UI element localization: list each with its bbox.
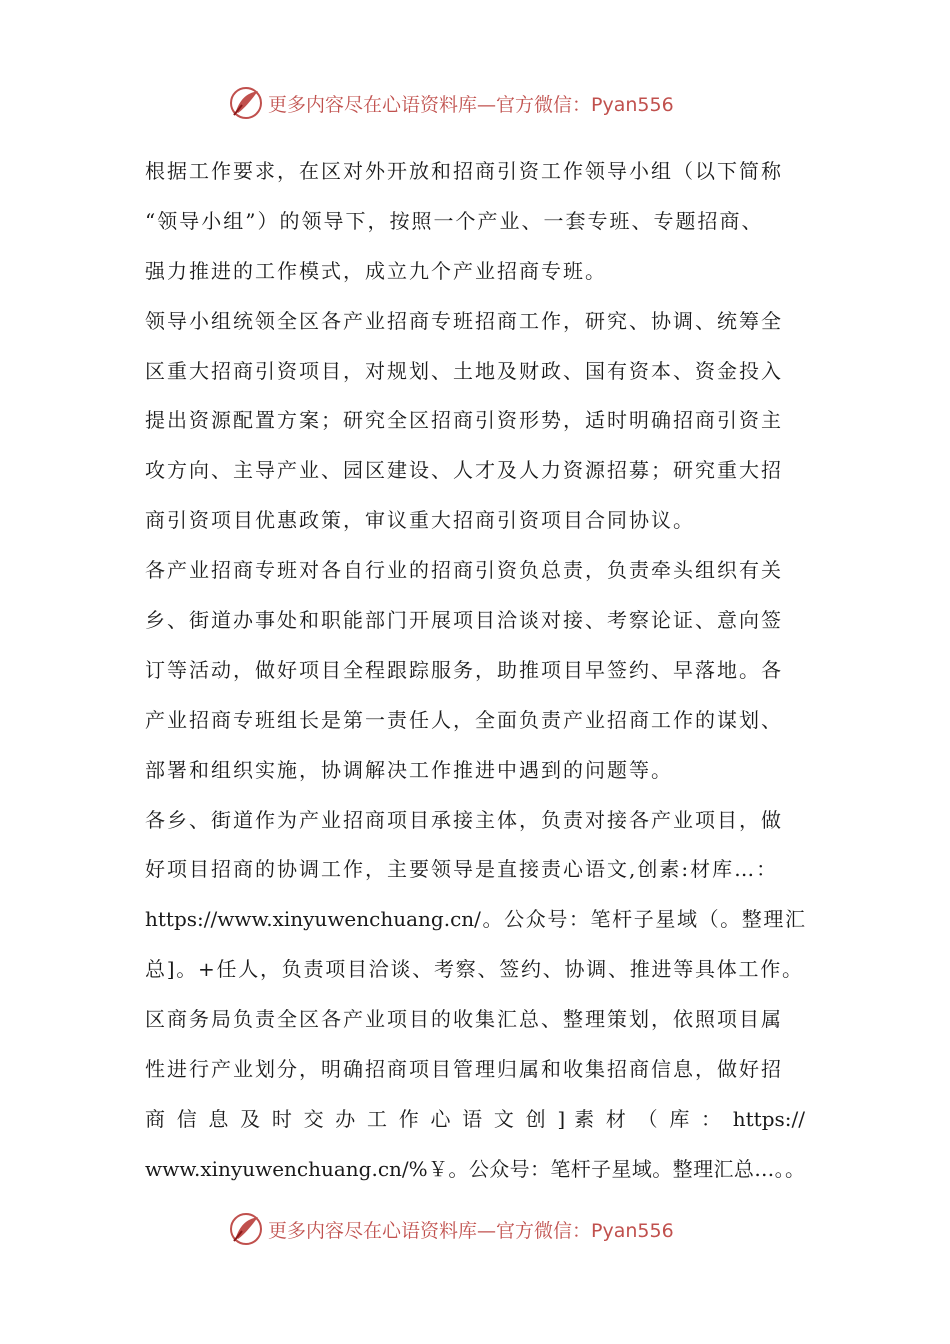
text-line-spaced: 商 信 息 及 时 交 办 工 作 心 语 文 创 ] 素 材 （ 库 ： https:// [145, 1106, 805, 1131]
text-line: 性进行产业划分，明确招商项目管理归属和收集招商信息，做好招 [145, 1057, 783, 1082]
text-line: 商引资项目优惠政策，审议重大招商引资项目合同协议。 [145, 508, 695, 533]
text-line-url: https://www.xinyuwenchuang.cn/。公众号：笔杆子星域（。整理汇 [145, 907, 805, 932]
footer-banner [228, 1209, 674, 1249]
text-line: 领导小组统领全区各产业招商专班招商工作，研究、协调、统筹全 [145, 308, 783, 333]
document-body [145, 147, 805, 1195]
header-banner [228, 83, 674, 123]
text-line: 各产业招商专班对各自行业的招商引资负总责，负责牵头组织有关 [145, 558, 783, 583]
text-line: 强力推进的工作模式，成立九个产业招商专班。 [145, 258, 607, 283]
text-line: 根据工作要求，在区对外开放和招商引资工作领导小组（以下简称 [145, 159, 783, 183]
header-wechat-id: Pyan556 [591, 93, 674, 116]
text-line: 攻方向、主导产业、园区建设、人才及人力资源招募；研究重大招 [145, 458, 783, 483]
text-line: 订等活动，做好项目全程跟踪服务，助推项目早签约、早落地。各 [145, 657, 783, 682]
pen-logo-icon [228, 85, 264, 121]
text-line: 区商务局负责全区各产业项目的收集汇总、整理策划，依照项目属 [145, 1007, 783, 1032]
text-line: 产业招商专班组长是第一责任人，全面负责产业招商工作的谋划、 [145, 707, 783, 732]
text-line: 好项目招商的协调工作，主要领导是直接责心语文,创素:材库…： [145, 857, 779, 882]
text-line: 乡、街道办事处和职能部门开展项目洽谈对接、考察论证、意向签 [145, 608, 783, 633]
text-line: 提出资源配置方案；研究全区招商引资形势，适时明确招商引资主 [145, 408, 783, 433]
text-line: 部署和组织实施，协调解决工作推进中遇到的问题等。 [145, 757, 673, 782]
footer-banner-text: 更多内容尽在心语资料库—官方微信：Pyan556 [268, 1219, 674, 1242]
text-line: 区重大招商引资项目，对规划、土地及财政、国有资本、资金投入 [145, 358, 783, 383]
pen-logo-icon [228, 1211, 264, 1247]
text-line: 各乡、街道作为产业招商项目承接主体，负责对接各产业项目，做 [145, 807, 783, 832]
header-banner-text: 更多内容尽在心语资料库—官方微信：Pyan556 [268, 93, 674, 116]
text-line: 总]。+任人，负责项目洽谈、考察、签约、协调、推进等具体工作。 [145, 957, 804, 982]
text-line: “领导小组”）的领导下，按照一个产业、一套专班、专题招商、 [145, 208, 764, 233]
footer-wechat-id: Pyan556 [591, 1219, 674, 1242]
text-line-url: www.xinyuwenchuang.cn/%￥。公众号：笔杆子星域。整理汇总…。。 [145, 1156, 805, 1181]
